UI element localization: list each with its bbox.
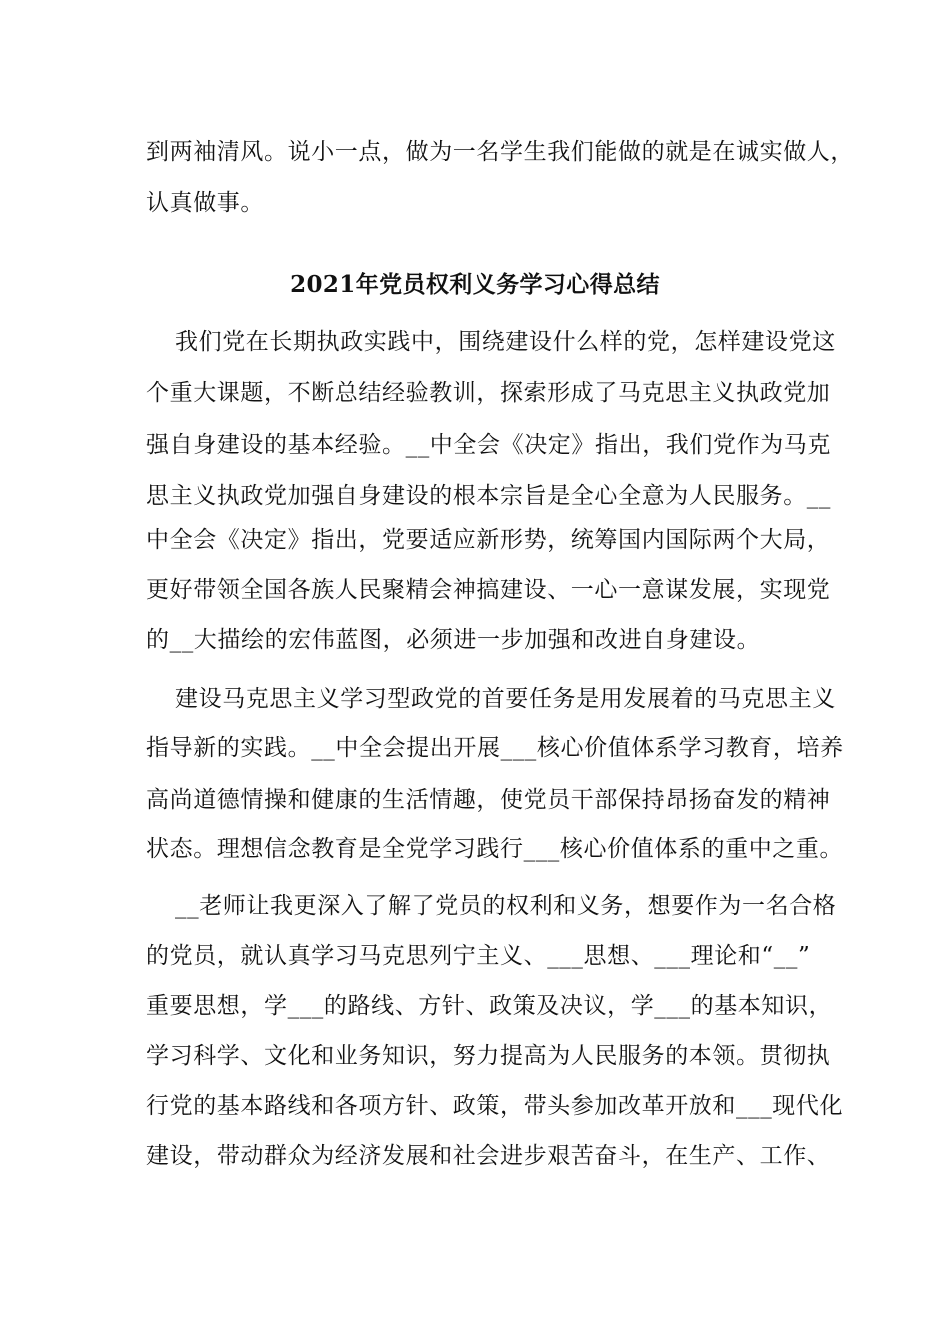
paragraph-line: 重要思想，学___的路线、方针、政策及决议，学___的基本知识， (146, 993, 833, 1019)
paragraph-line: 强自身建设的基本经验。__中全会《决定》指出，我们党作为马克 (146, 432, 831, 458)
paragraph-line: 学习科学、文化和业务知识，努力提高为人民服务的本领。贯彻执 (146, 1043, 831, 1069)
paragraph-line: 中全会《决定》指出，党要适应新形势，统筹国内国际两个大局， (146, 527, 831, 553)
paragraph-line: 的__大描绘的宏伟蓝图，必须进一步加强和改进自身建设。 (146, 627, 761, 653)
paragraph-line: 的党员，就认真学习马克思列宁主义、___思想、___理论和“__” (146, 943, 811, 969)
intro-line: 认真做事。 (146, 190, 264, 216)
intro-line: 到两袖清风。说小一点，做为一名学生我们能做的就是在诚实做人， (146, 139, 854, 165)
paragraph-line: 思主义执政党加强自身建设的根本宗旨是全心全意为人民服务。__ (146, 483, 831, 509)
paragraph-line: 指导新的实践。__中全会提出开展___核心价值体系学习教育，培养 (146, 735, 844, 761)
paragraph-line: __老师让我更深入了解了党员的权利和义务，想要作为一名合格 (175, 893, 837, 919)
paragraph-line: 建设，带动群众为经济发展和社会进步艰苦奋斗，在生产、工作、 (146, 1143, 831, 1169)
paragraph-line: 个重大课题，不断总结经验教训，探索形成了马克思主义执政党加 (146, 380, 831, 406)
paragraph-line: 更好带领全国各族人民聚精会神搞建设、一心一意谋发展，实现党 (146, 577, 831, 603)
paragraph-line: 建设马克思主义学习型政党的首要任务是用发展着的马克思主义 (175, 686, 836, 712)
paragraph-line: 行党的基本路线和各项方针、政策，带头参加改革开放和___现代化 (146, 1093, 844, 1119)
paragraph-line: 我们党在长期执政实践中，围绕建设什么样的党，怎样建设党这 (175, 329, 836, 355)
document-title: 2021年党员权利义务学习心得总结 (290, 271, 660, 298)
paragraph-line: 高尚道德情操和健康的生活情趣，使党员干部保持昂扬奋发的精神 (146, 787, 831, 813)
paragraph-line: 状态。理想信念教育是全党学习践行___核心价值体系的重中之重。 (146, 836, 844, 862)
